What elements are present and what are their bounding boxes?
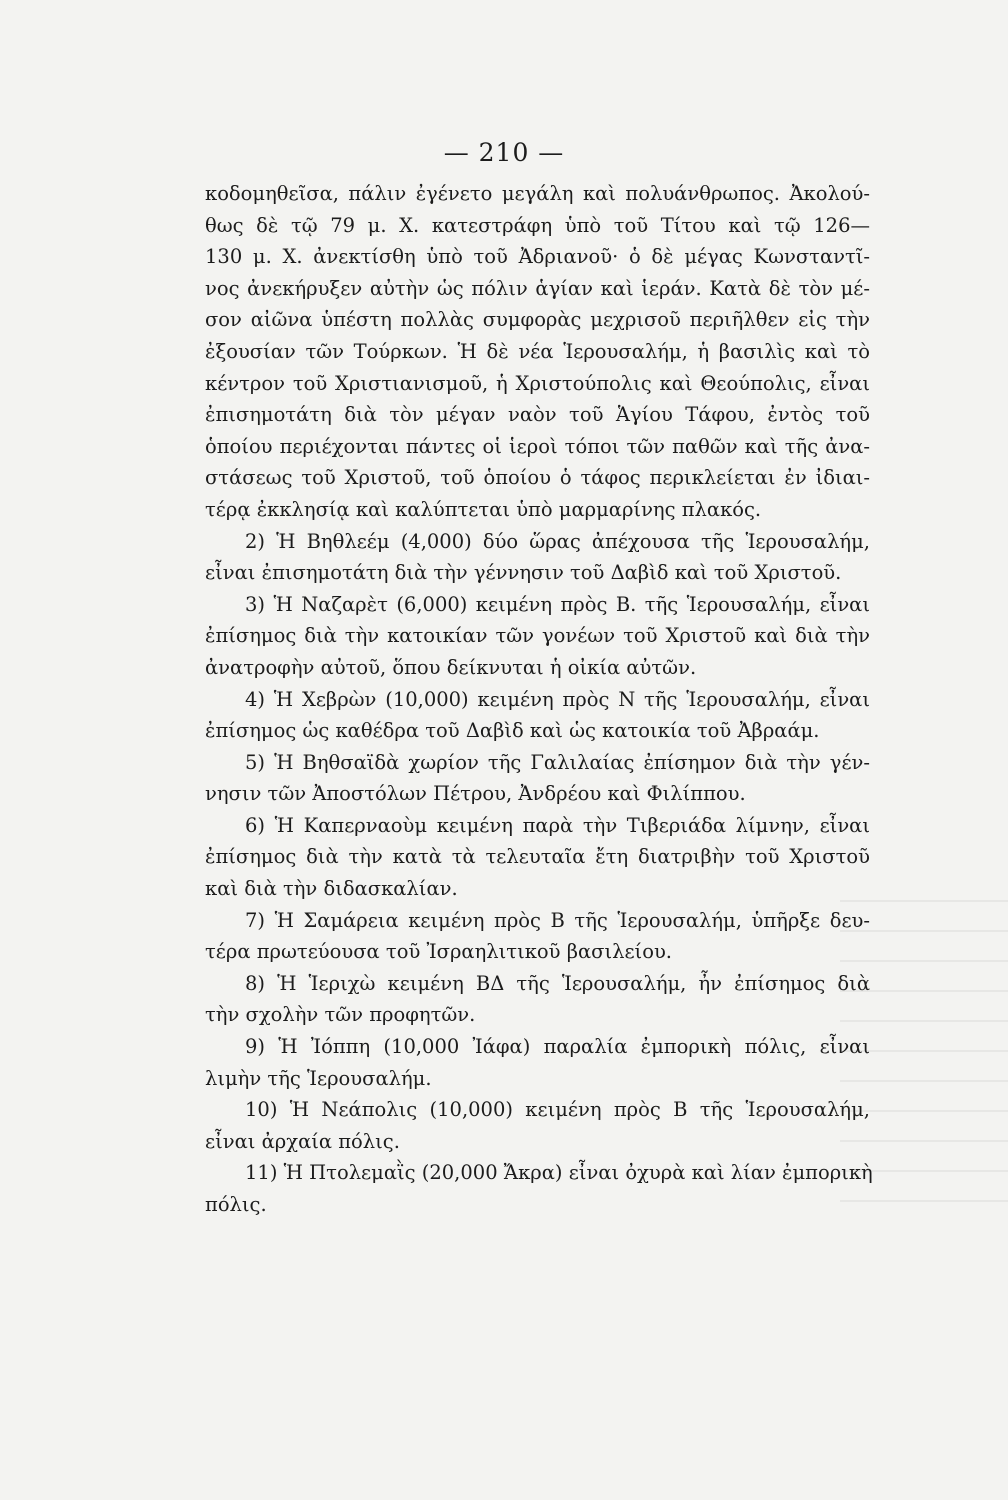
text-line: θως δὲ τῷ 79 μ. Χ. κατεστράφη ὑπὸ τοῦ Τίτου καὶ τῷ 126— bbox=[205, 213, 870, 237]
text-line: τέρᾳ ἐκκλησίᾳ καὶ καλύπτεται ὑπὸ μαρμαρίνης πλακός. bbox=[205, 497, 762, 521]
text-line: ἐπισημοτάτη διὰ τὸν μέγαν ναὸν τοῦ Ἁγίου Τάφου, ἐντὸς τοῦ bbox=[205, 403, 870, 427]
text-line: πόλις. bbox=[205, 1193, 267, 1216]
show-through-shadow bbox=[840, 900, 1008, 1220]
body-text bbox=[205, 178, 873, 1221]
text-line: 5) Ἡ Βηθσαϊδὰ χωρίον τῆς Γαλιλαίας ἐπίσημον διὰ τὴν γέν- bbox=[245, 750, 870, 774]
text-line: ἐπίσημος διὰ τὴν κατοικίαν τῶν γονέων τοῦ Χριστοῦ καὶ διὰ τὴν bbox=[205, 624, 870, 648]
text-line: νησιν τῶν Ἀποστόλων Πέτρου, Ἀνδρέου καὶ Φιλίππου. bbox=[205, 782, 746, 806]
text-line: κέντρον τοῦ Χριστιανισμοῦ, ἡ Χριστούπολις καὶ Θεούπολις, εἶναι bbox=[205, 371, 870, 395]
text-line: 3) Ἡ Ναζαρὲτ (6,000) κειμένη πρὸς Β. τῆς Ἱερουσαλήμ, εἶναι bbox=[245, 592, 870, 616]
text-line: ἐπίσημος ὡς καθέδρα τοῦ Δαβὶδ καὶ ὡς κατοικία τοῦ Ἀβραάμ. bbox=[205, 719, 820, 743]
text-line: τέρα πρωτεύουσα τοῦ Ἰσραηλιτικοῦ βασιλείου. bbox=[205, 940, 673, 964]
text-line: 4) Ἡ Χεβρὼν (10,000) κειμένη πρὸς Ν τῆς Ἱερουσαλήμ, εἶναι bbox=[245, 687, 870, 711]
text-line: ἀνατροφὴν αὐτοῦ, ὅπου δείκνυται ἡ οἰκία αὐτῶν. bbox=[205, 655, 697, 679]
text-line: νος ἀνεκήρυξεν αὐτὴν ὡς πόλιν ἁγίαν καὶ ἱεράν. Κατὰ δὲ τὸν μέ- bbox=[205, 276, 870, 300]
text-line: τὴν σχολὴν τῶν προφητῶν. bbox=[205, 1003, 476, 1027]
text-line: 7) Ἡ Σαμάρεια κειμένη πρὸς Β τῆς Ἱερουσαλήμ, ὑπῆρξε δευ- bbox=[245, 908, 870, 932]
text-line: καὶ διὰ τὴν διδασκαλίαν. bbox=[205, 877, 458, 901]
text-line: 8) Ἡ Ἱεριχὼ κειμένη ΒΔ τῆς Ἱερουσαλήμ, ἦν ἐπίσημος διὰ bbox=[245, 971, 870, 995]
text-line: 2) Ἡ Βηθλεέμ (4,000) δύο ὥρας ἀπέχουσα τῆς Ἱερουσαλήμ, bbox=[245, 529, 870, 553]
text-line: σον αἰῶνα ὑπέστη πολλὰς συμφορὰς μεχρισοῦ περιῆλθεν εἰς τὴν bbox=[205, 308, 870, 332]
text-line: στάσεως τοῦ Χριστοῦ, τοῦ ὁποίου ὁ τάφος περικλείεται ἐν ἰδιαι- bbox=[205, 466, 870, 490]
text-line: εἶναι ἐπισημοτάτη διὰ τὴν γέννησιν τοῦ Δαβὶδ καὶ τοῦ Χριστοῦ. bbox=[205, 561, 842, 585]
text-line: 6) Ἡ Καπερναοὺμ κειμένη παρὰ τὴν Τιβεριάδα λίμνην, εἶναι bbox=[245, 813, 870, 837]
text-line: κοδομηθεῖσα, πάλιν ἐγένετο μεγάλη καὶ πολυάνθρωπος. Ἀκολού- bbox=[205, 182, 870, 205]
text-line: εἶναι ἀρχαία πόλις. bbox=[205, 1129, 400, 1153]
text-line: 9) Ἡ Ἰόππη (10,000 Ἰάφα) παραλία ἐμπορικὴ πόλις, εἶναι bbox=[245, 1035, 870, 1059]
text-line: λιμὴν τῆς Ἱερουσαλήμ. bbox=[205, 1066, 432, 1090]
text-line: ὁποίου περιέχονται πάντες οἱ ἱεροὶ τόποι τῶν παθῶν καὶ τῆς ἀνα- bbox=[205, 434, 870, 458]
text-line: ἐξουσίαν τῶν Τούρκων. Ἡ δὲ νέα Ἱερουσαλήμ, ἡ βασιλὶς καὶ τὸ bbox=[205, 339, 870, 363]
text-line: 11) Ἡ Πτολεμαῒς (20,000 Ἄκρα) εἶναι ὀχυρὰ καὶ λίαν ἐμπορικὴ bbox=[245, 1161, 873, 1185]
text-line: ἐπίσημος διὰ τὴν κατὰ τὰ τελευταῖα ἔτη διατριβὴν τοῦ Χριστοῦ bbox=[205, 845, 870, 869]
page-number: — 210 — bbox=[443, 138, 565, 167]
text-line: 10) Ἡ Νεάπολις (10,000) κειμένη πρὸς Β τῆς Ἱερουσαλήμ, bbox=[245, 1098, 870, 1122]
text-line: 130 μ. Χ. ἀνεκτίσθη ὑπὸ τοῦ Ἀδριανοῦ· ὁ δὲ μέγας Κωνσταντῖ- bbox=[205, 245, 870, 269]
